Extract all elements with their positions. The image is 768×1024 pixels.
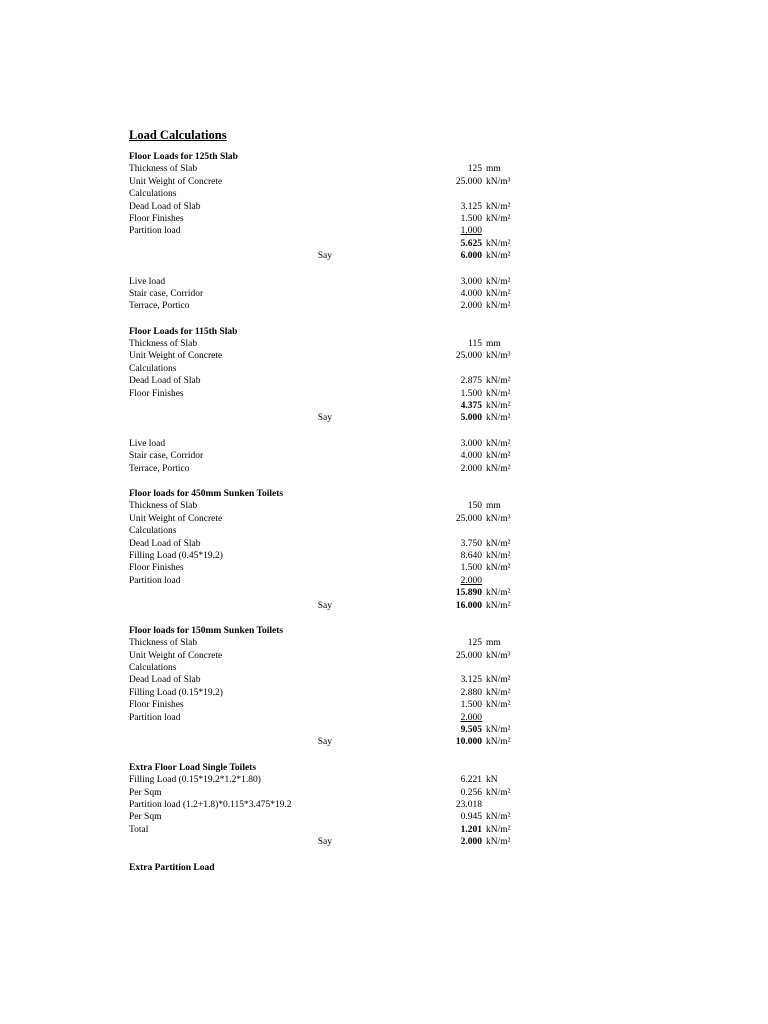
row-label: Unit Weight of Concrete <box>129 351 223 362</box>
row-value: 8.640 <box>460 550 482 561</box>
row-label: Filling Load (0.15*19.2*1.2*1.80) <box>129 775 261 786</box>
row-value: 3.125 <box>460 201 482 212</box>
row-unit: kN/m³ <box>486 176 511 187</box>
row-label: Live load <box>129 276 166 287</box>
row-label: Stair case, Corridor <box>129 451 204 462</box>
section <box>129 762 511 849</box>
row-value: 3.000 <box>460 276 482 287</box>
row-label: Partition load <box>129 712 181 723</box>
calc-row <box>129 538 511 550</box>
row-unit: kN/m² <box>486 238 511 249</box>
calc-row <box>129 687 511 699</box>
row-label: Stair case, Corridor <box>129 288 204 299</box>
sections-container <box>129 151 511 874</box>
row-label: Calculations <box>129 663 177 674</box>
section <box>129 488 511 612</box>
row-value: 6.000 <box>460 251 482 262</box>
row-label: Partition load <box>129 226 181 237</box>
row-label: Dead Load of Slab <box>129 201 201 212</box>
calc-row <box>129 674 511 686</box>
calc-row <box>129 600 511 612</box>
calc-row <box>129 213 511 225</box>
calc-row <box>129 662 449 674</box>
row-label: Dead Load of Slab <box>129 376 201 387</box>
row-unit: kN/m² <box>486 538 511 549</box>
row-unit: kN/m² <box>486 700 511 711</box>
row-label: Terrace, Portico <box>129 301 190 312</box>
row-unit: kN/m² <box>486 563 511 574</box>
say-label: Say <box>317 251 332 262</box>
row-label: Unit Weight of Concrete <box>129 176 223 187</box>
calc-row <box>129 450 511 462</box>
row-value: 1.500 <box>460 388 482 399</box>
row-unit: kN/m² <box>486 213 511 224</box>
row-value: 4.375 <box>460 401 482 412</box>
calc-row <box>129 550 511 562</box>
section <box>129 151 511 313</box>
calc-row <box>129 238 511 250</box>
row-unit: kN/m³ <box>486 650 511 661</box>
calc-row <box>129 787 511 799</box>
row-value: 25.000 <box>455 176 482 187</box>
calc-row <box>129 712 482 724</box>
row-unit: kN/m² <box>486 276 511 287</box>
row-label: Floor Finishes <box>129 388 184 399</box>
row-value: 3.750 <box>460 538 482 549</box>
row-unit: kN/m² <box>486 824 511 835</box>
row-value: 25.000 <box>455 351 482 362</box>
row-value: 1.500 <box>460 213 482 224</box>
row-unit: kN/m² <box>486 550 511 561</box>
section <box>129 625 511 749</box>
calc-row <box>129 575 482 587</box>
row-value: 5.625 <box>460 238 482 249</box>
calc-row <box>129 438 511 450</box>
row-label: Thickness of Slab <box>129 501 198 512</box>
row-label: Filling Load (0.45*19.2) <box>129 550 223 561</box>
section <box>129 326 511 475</box>
calc-row <box>129 363 449 375</box>
row-value: 2.000 <box>460 463 482 474</box>
row-unit: kN/m² <box>486 388 511 399</box>
section-title: Floor loads for 450mm Sunken Toilets <box>129 488 284 499</box>
row-value: 2.000 <box>460 575 482 586</box>
row-label: Calculations <box>129 526 177 537</box>
calc-row <box>129 500 501 512</box>
row-label: Terrace, Portico <box>129 463 190 474</box>
row-value: 150 <box>467 501 482 512</box>
row-value: 3.125 <box>460 675 482 686</box>
row-value: 1.500 <box>460 700 482 711</box>
calc-row <box>129 400 511 412</box>
calc-row <box>129 350 511 362</box>
calc-row <box>129 463 511 475</box>
calc-row <box>129 300 511 312</box>
row-label: Floor Finishes <box>129 213 184 224</box>
document <box>129 127 511 874</box>
calc-row <box>129 375 511 387</box>
calc-row <box>129 811 511 823</box>
row-unit: kN/m² <box>486 687 511 698</box>
row-value: 4.000 <box>460 288 482 299</box>
row-unit: kN/m³ <box>486 513 511 524</box>
row-label: Per Sqm <box>129 787 162 798</box>
section-title: Floor loads for 150mm Sunken Toilets <box>129 625 284 636</box>
row-value: 23.018 <box>455 799 482 810</box>
row-value: 115 <box>468 339 482 350</box>
calc-row <box>129 724 511 736</box>
calc-row <box>129 513 511 525</box>
row-value: 6.221 <box>460 775 482 786</box>
say-label: Say <box>317 413 332 424</box>
row-unit: kN/m² <box>486 438 511 449</box>
row-value: 2.000 <box>460 712 482 723</box>
section-title: Floor Loads for 115th Slab <box>129 326 238 337</box>
row-label: Partition load <box>129 575 181 586</box>
row-value: 5.000 <box>460 413 482 424</box>
calc-row <box>129 163 501 175</box>
row-value: 25.000 <box>455 650 482 661</box>
row-unit: kN/m² <box>486 737 511 748</box>
calc-row <box>129 699 511 711</box>
row-unit: kN/m² <box>486 600 511 611</box>
row-label: Filling Load (0.15*19.2) <box>129 687 223 698</box>
row-unit: mm <box>486 638 501 649</box>
row-unit: kN/m² <box>486 376 511 387</box>
calc-row <box>129 388 511 400</box>
row-unit: kN/m² <box>486 588 511 599</box>
row-value: 3.000 <box>460 438 482 449</box>
say-label: Say <box>317 837 332 848</box>
row-label: Thickness of Slab <box>129 339 198 350</box>
row-unit: kN/m² <box>486 251 511 262</box>
row-unit: kN/m² <box>486 675 511 686</box>
row-value: 1.500 <box>460 563 482 574</box>
row-value: 0.256 <box>460 787 482 798</box>
calc-row <box>129 799 482 811</box>
row-label: Unit Weight of Concrete <box>129 650 223 661</box>
calc-row <box>129 736 511 748</box>
row-value: 0.945 <box>460 812 482 823</box>
row-unit: kN/m² <box>486 401 511 412</box>
calc-row <box>129 412 511 424</box>
row-unit: kN/m² <box>486 288 511 299</box>
calc-row <box>129 188 449 200</box>
row-label: Thickness of Slab <box>129 164 198 175</box>
row-value: 125 <box>467 164 482 175</box>
row-value: 2.880 <box>460 687 482 698</box>
row-unit: kN/m² <box>486 787 511 798</box>
row-unit: kN <box>486 775 498 786</box>
row-label: Per Sqm <box>129 812 162 823</box>
page-title: Load Calculations <box>129 128 227 142</box>
row-unit: kN/m² <box>486 301 511 312</box>
row-unit: kN/m² <box>486 725 511 736</box>
row-value: 16.000 <box>455 600 482 611</box>
row-value: 1.201 <box>460 824 482 835</box>
row-unit: kN/m² <box>486 812 511 823</box>
row-label: Dead Load of Slab <box>129 538 201 549</box>
section <box>129 862 449 874</box>
say-label: Say <box>317 600 332 611</box>
row-value: 2.000 <box>460 837 482 848</box>
row-unit: kN/m² <box>486 201 511 212</box>
row-value: 25.000 <box>455 513 482 524</box>
calc-row <box>129 288 511 300</box>
row-label: Live load <box>129 438 166 449</box>
row-label: Dead Load of Slab <box>129 675 201 686</box>
calc-row <box>129 250 511 262</box>
spacer <box>129 425 449 438</box>
row-value: 2.875 <box>460 376 482 387</box>
calc-row <box>129 525 449 537</box>
section-title: Extra Partition Load <box>129 862 215 873</box>
section-title: Extra Floor Load Single Toilets <box>129 762 257 773</box>
row-value: 4.000 <box>460 451 482 462</box>
row-unit: kN/m² <box>486 413 511 424</box>
row-value: 15.890 <box>455 588 482 599</box>
calc-row <box>129 637 501 649</box>
row-label: Calculations <box>129 189 177 200</box>
row-label: Floor Finishes <box>129 563 184 574</box>
row-label: Floor Finishes <box>129 700 184 711</box>
row-unit: mm <box>486 164 501 175</box>
row-unit: kN/m² <box>486 837 511 848</box>
row-value: 1.000 <box>460 226 482 237</box>
calc-row <box>129 225 482 237</box>
calc-row <box>129 774 498 786</box>
row-unit: kN/m² <box>486 451 511 462</box>
row-label: Unit Weight of Concrete <box>129 513 223 524</box>
say-label: Say <box>317 737 332 748</box>
row-label: Partition load (1.2+1.8)*0.115*3.475*19.2 <box>129 799 292 810</box>
calc-row <box>129 276 511 288</box>
row-unit: kN/m³ <box>486 351 511 362</box>
calc-row <box>129 338 501 350</box>
row-value: 2.000 <box>460 301 482 312</box>
row-label: Calculations <box>129 363 177 374</box>
row-label: Thickness of Slab <box>129 638 198 649</box>
section-title: Floor Loads for 125th Slab <box>129 152 238 162</box>
calc-row <box>129 836 511 848</box>
calc-row <box>129 650 511 662</box>
row-unit: kN/m² <box>486 463 511 474</box>
calc-row <box>129 824 511 836</box>
row-unit: mm <box>486 339 501 350</box>
calc-row <box>129 587 511 599</box>
row-value: 10.000 <box>455 737 482 748</box>
row-unit: mm <box>486 501 501 512</box>
row-value: 9.505 <box>460 725 482 736</box>
calc-row <box>129 562 511 574</box>
row-label: Total <box>129 824 149 835</box>
row-value: 125 <box>467 638 482 649</box>
spacer <box>129 263 449 276</box>
calc-row <box>129 176 511 188</box>
calc-row <box>129 201 511 213</box>
